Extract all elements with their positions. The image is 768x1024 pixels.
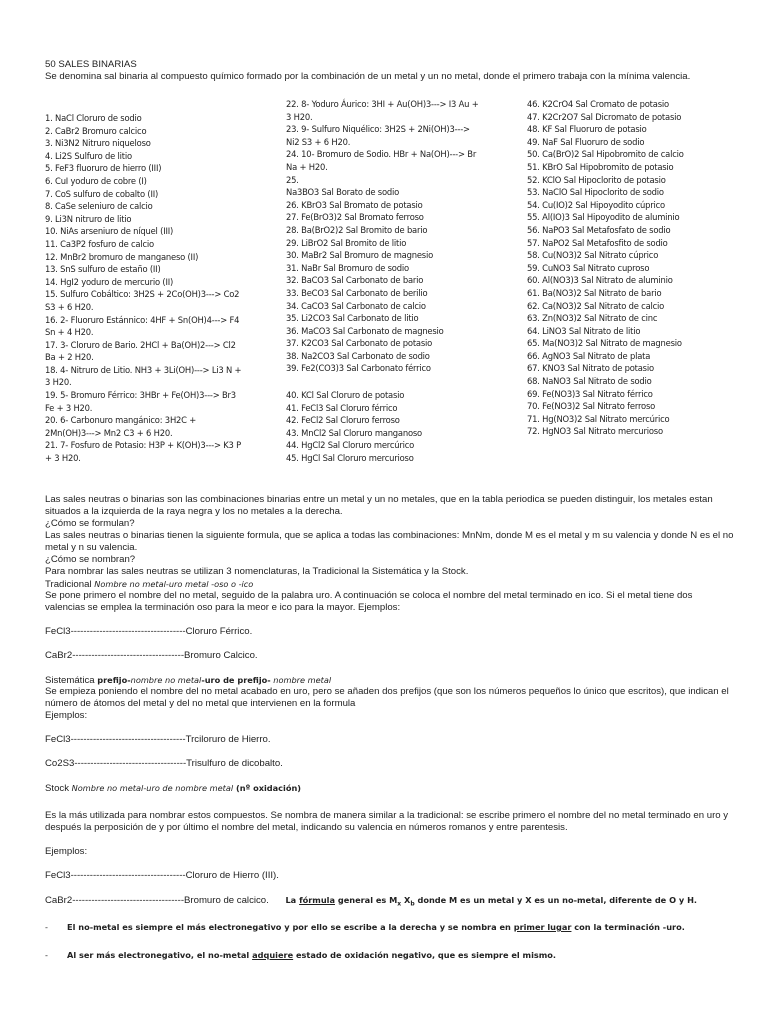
list-item: 8. CaSe seleniuro de calcio (45, 201, 153, 212)
sist-rule-c: -uro de prefijo- (201, 675, 271, 685)
list-item: 55. Al(IO)3 Sal Hipoyodito de aluminio (527, 212, 680, 223)
list-item: 57. NaPO2 Sal Metafosfito de sodio (527, 237, 668, 248)
list-item: 27. Fe(BrO3)2 Sal Bromato ferroso (286, 212, 424, 223)
list-item: 26. KBrO3 Sal Bromato de potasio (286, 199, 423, 210)
list-item: 9. Li3N nitruro de litio (45, 213, 132, 224)
list-item: Na + H20. (286, 161, 328, 172)
bullet-2-a: Al ser más electronegativo, el no-metal (67, 950, 253, 960)
stock-rule-a: Nombre no metal (71, 783, 144, 793)
list-item: 24. 10- Bromuro de Sodio. HBr + Na(OH)---> Br (286, 149, 477, 160)
list-item: 21. 7- Fosfuro de Potasio: H3P + K(OH)3---> K3 P (45, 440, 241, 451)
list-item: 71. Hg(NO3)2 Sal Nitrato mercúrico (527, 413, 670, 424)
list-item: Na3BO3 Sal Borato de sodio (286, 187, 400, 198)
list-item: 11. Ca3P2 fosfuro de calcio (45, 238, 154, 249)
stock-label: Stock (45, 783, 72, 794)
bullet-2-c: estado de oxidación negativo, que es siempre el mismo. (293, 950, 557, 960)
list-item: 17. 3- Cloruro de Bario. 2HCl + Ba(OH)2---> Cl2 (45, 339, 236, 350)
list-item: + 3 H20. (45, 453, 81, 464)
list-item: 39. Fe2(CO3)3 Sal Carbonato férrico (286, 363, 431, 374)
formula-c: general es M (334, 895, 398, 905)
page-title: 50 SALES BINARIAS (45, 59, 137, 70)
sist-rule-b: nombre no metal (130, 675, 202, 685)
list-item: 14. HgI2 yoduro de mercurio (II) (45, 276, 174, 287)
example-fecl3-sist: FeCl3------------------------------------Trcilorur​o de Hierro. (45, 734, 271, 745)
list-item: 54. Cu(IO)2 Sal Hipoyodito cúprico (527, 199, 665, 210)
list-item: 70. Fe(NO3)2 Sal Nitrato ferroso (527, 401, 656, 412)
list-item: 31. NaBr Sal Bromuro de sodio (286, 262, 409, 273)
paragraph-sistematica: Se empieza poniendo el nombre del no metal acabado en uro, pero se añaden dos prefijos (que son los números pequeños lo único que escritos), que indican el número de átomos del metal y del no metal que intervienen en la formula (45, 686, 729, 710)
list-item: 50. Ca(BrO)2 Sal Hipobromito de calcio (527, 149, 684, 160)
list-item: 44. HgCl2 Sal Cloruro mercúrico (286, 440, 415, 451)
formula-sub-x: x (397, 900, 402, 908)
list-item: 36. MaCO3 Sal Carbonato de magnesio (286, 325, 444, 336)
salt-list-column-1 (45, 112, 241, 465)
salt-list-column-3 (527, 98, 684, 438)
example-cabr2-stock-text: CaBr2-----------------------------------Bromuro de calcico. (45, 895, 269, 906)
formula-g: donde M es un metal y X es un no-metal, diferente de O y H. (414, 895, 698, 905)
list-item: 18. 4- Nitruro de Litio. NH3 + 3Li(OH)---> Li3 N + (45, 364, 242, 375)
list-item: 35. Li2CO3 Sal Carbonato de litio (286, 313, 419, 324)
list-item: 58. Cu(NO3)2 Sal Nitrato cúprico (527, 250, 659, 261)
bullet-mark-2: - (45, 950, 48, 960)
list-item: 13. SnS sulfuro de estaño (II) (45, 264, 161, 275)
list-item: S3 + 6 H20. (45, 301, 94, 312)
list-item: 37. K2CO3 Sal Carbonato de potasio (286, 338, 433, 349)
list-item: 72. HgNO3 Sal Nitrato mercurioso (527, 426, 663, 437)
stock-rule-b: -uro de (143, 783, 176, 793)
list-item: 42. FeCl2 Sal Cloruro ferroso (286, 415, 400, 426)
list-item: 15. Sulfuro Cobáltico: 3H2S + 2Co(OH)3---> Co2 (45, 289, 240, 300)
list-item: 52. KClO Sal Hipoclorito de potasio (527, 174, 666, 185)
list-item: 5. FeF3 fluoruro de hierro (III) (45, 163, 162, 174)
list-item: 66. AgNO3 Sal Nitrato de plata (527, 350, 651, 361)
list-item: 38. Na2CO3 Sal Carbonato de sodio (286, 350, 430, 361)
list-item: 40. KCl Sal Cloruro de potasio (286, 390, 405, 400)
list-item: 20. 6- Carbonuro mangánico: 3H2C + (45, 415, 197, 426)
list-item: 28. Ba(BrO2)2 Sal Bromito de bario (286, 224, 428, 235)
list-item: 64. LiNO3 Sal Nitrato de litio (527, 325, 641, 336)
list-item: 7. CoS sulfuro de cobalto (II) (45, 188, 159, 199)
list-item: 56. NaPO3 Sal Metafosfato de sodio (527, 224, 671, 235)
list-item: 16. 2- Fluoruro Estánnico: 4HF + Sn(OH)4---> F4 (45, 314, 240, 325)
stock-rule-d: (nº oxidación) (233, 783, 302, 793)
list-item: 67. KNO3 Sal Nitrato de potasio (527, 363, 654, 374)
sist-rule-a: prefijo- (97, 675, 131, 685)
list-item: 10. NiAs arseniuro de níquel (III) (45, 226, 174, 237)
tradicional-rule-b: -uro metal -oso o -ico (165, 579, 254, 589)
paragraph-definition: Las sales neutras o binarias son las combinaciones binarias entre un metal y un no metales, que en la tabla periodica se pueden distinguir, los metales estan situados a la izquierda de la raya negra y los no metales a la derecha. (45, 494, 713, 518)
list-item: 60. Al(NO3)3 Sal Nitrato de aluminio (527, 275, 673, 286)
question-naming: ¿Cómo se nombran? (45, 554, 136, 565)
list-item: 68. NaNO3 Sal Nitrato de sodio (527, 376, 652, 387)
list-item: 6. CuI yoduro de cobre (I) (45, 175, 147, 186)
bullet-2 (45, 950, 556, 960)
list-item: 59. CuNO3 Sal Nitrato cuproso (527, 262, 650, 273)
example-cabr2-stock (45, 894, 735, 911)
list-item: 48. KF Sal Fluoruro de potasio (527, 124, 647, 135)
example-co2s3-sist: Co2S3-----------------------------------Trisulfuro de dicobalto. (45, 758, 283, 769)
sistematica-label: Sistemática (45, 675, 98, 686)
stock-rule-c: nombre metal (175, 783, 234, 793)
list-item: 3. Ni3N2 Nitruro niqueloso (45, 138, 151, 149)
list-item: 2Mn(OH)3---> Mn2 C3 + 6 H20. (45, 427, 173, 438)
list-item: 34. CaCO3 Sal Carbonato de calcio (286, 300, 426, 311)
list-item: 45. HgCl Sal Cloruro mercurioso (286, 452, 414, 463)
list-item: 51. KBrO Sal Hipobromito de potasio (527, 161, 674, 172)
bullet-2-b: adquiere (252, 950, 294, 960)
paragraph-tradicional: Se pone primero el nombre del no metal, seguido de la palabra uro. A continuación se coloca el nombre del metal terminado en ico. Si el metal tiene dos valencias se emplea la terminación oso para la meor e ico para la mayor. Ejemplos: (45, 590, 693, 614)
tradicional-rule-a: Nombre no metal (94, 579, 166, 589)
bullet-1-b: primer lugar (513, 922, 572, 932)
list-item: 4. Li2S Sulfuro de litio (45, 150, 132, 161)
list-item: 61. Ba(NO3)2 Sal Nitrato de bario (527, 287, 662, 298)
list-item: 29. LiBrO2 Sal Bromito de litio (286, 237, 407, 248)
intro-paragraph: Se denomina sal binaria al compuesto químico formado por la combinación de un metal y un no metal, donde el primero trabaja con la mínima valencia. (45, 71, 691, 82)
list-item: 41. FeCl3 Sal Cloruro férrico (286, 402, 398, 413)
question-formula: ¿Cómo se formulan? (45, 518, 135, 529)
list-item: 43. MnCl2 Sal Cloruro manganoso (286, 427, 422, 438)
list-item: 33. BeCO3 Sal Carbonato de berilio (286, 287, 428, 298)
paragraph-formula: Las sales neutras o binarias tienen la siguiente formula, que se aplica a todas las combinaciones: MnNm, donde M es el metal y m su valencia y donde N es el no metal y n su valencia. (45, 530, 734, 554)
list-item: 25. (286, 174, 299, 185)
list-item: 30. MaBr2 Sal Bromuro de magnesio (286, 250, 434, 261)
paragraph-stock: Es la más utilizada para nombrar estos compuestos. Se nombra de manera similar a la tradicional: se escribe primero el nombre del no metal terminado en uro y después la perposición de y por último el nombre del metal, indicando su valencia en números romanos y entre parentesis. (45, 810, 729, 834)
list-item: 3 H20. (286, 111, 313, 122)
list-item: 19. 5- Bromuro Férrico: 3HBr + Fe(OH)3---> Br3 (45, 390, 236, 401)
bullet-mark-1: - (45, 922, 48, 932)
general-formula (285, 895, 698, 908)
bullet-1-c: con la terminación -uro. (571, 922, 685, 932)
list-item: 23. 9- Sulfuro Niquélico: 3H2S + 2Ni(OH)3---> (286, 124, 470, 135)
list-item: Sn + 4 H20. (45, 327, 94, 338)
example-fecl3-trad: FeCl3------------------------------------Cloruro Férrico. (45, 626, 253, 637)
list-item: 32. BaCO3 Sal Carbonato de bario (286, 275, 424, 286)
list-item: 53. NaClO Sal Hipoclorito de sodio (527, 187, 664, 198)
list-item: Ni2 S3 + 6 H20. (286, 136, 351, 147)
list-item: 46. K2CrO4 Sal Cromato de potasio (527, 99, 669, 109)
list-item: Fe + 3 H20. (45, 402, 93, 413)
salt-list-column-2b (286, 389, 422, 465)
tradicional-label: Tradicional (45, 579, 95, 590)
list-item: Ba + 2 H20. (45, 352, 94, 363)
examples-label-2: Ejemplos: (45, 846, 88, 857)
bullet-1 (45, 922, 685, 932)
formula-word: fórmula (299, 895, 335, 905)
list-item: 22. 8- Yoduro Áurico: 3HI + Au(OH)3---> I3 Au + (286, 99, 479, 109)
paragraph-nomenclatures: Para nombrar las sales neutras se utilizan 3 nomenclaturas, la Tradicional la Sistemática y la Stock. (45, 566, 469, 577)
list-item: 69. Fe(NO3)3 Sal Nitrato férrico (527, 388, 653, 399)
formula-e: X (401, 895, 411, 905)
stock-heading (45, 782, 735, 795)
list-item: 1. NaCl Cloruro de sodio (45, 113, 142, 123)
formula-sub-b: b (410, 900, 415, 908)
list-item: 62. Ca(NO3)2 Sal Nitrato de calcio (527, 300, 665, 311)
list-item: 3 H20. (45, 377, 72, 388)
list-item: 47. K2Cr2O7 Sal Dicromato de potasio (527, 111, 682, 122)
example-fecl3-stock: FeCl3------------------------------------Cloruro de Hierro (III). (45, 870, 279, 881)
salt-list-column-2 (286, 98, 479, 375)
list-item: 63. Zn(NO3)2 Sal Nitrato de cinc (527, 313, 658, 324)
sist-rule-d: nombre metal (270, 675, 332, 685)
list-item: 12. MnBr2 bromuro de manganeso (II) (45, 251, 199, 262)
formula-a: La (285, 895, 300, 905)
bullet-1-a: El no-metal es siempre el más electronegativo y por ello se escribe a la derecha y se nombra en (67, 922, 514, 932)
list-item: 49. NaF Sal Fluoruro de sodio (527, 136, 645, 147)
list-item: 65. Ma(NO3)2 Sal Nitrato de magnesio (527, 338, 682, 349)
examples-label-1: Ejemplos: (45, 710, 88, 721)
list-item: 2. CaBr2 Bromuro calcico (45, 125, 147, 136)
example-cabr2-trad: CaBr2-----------------------------------Bromuro Calcico. (45, 650, 258, 661)
